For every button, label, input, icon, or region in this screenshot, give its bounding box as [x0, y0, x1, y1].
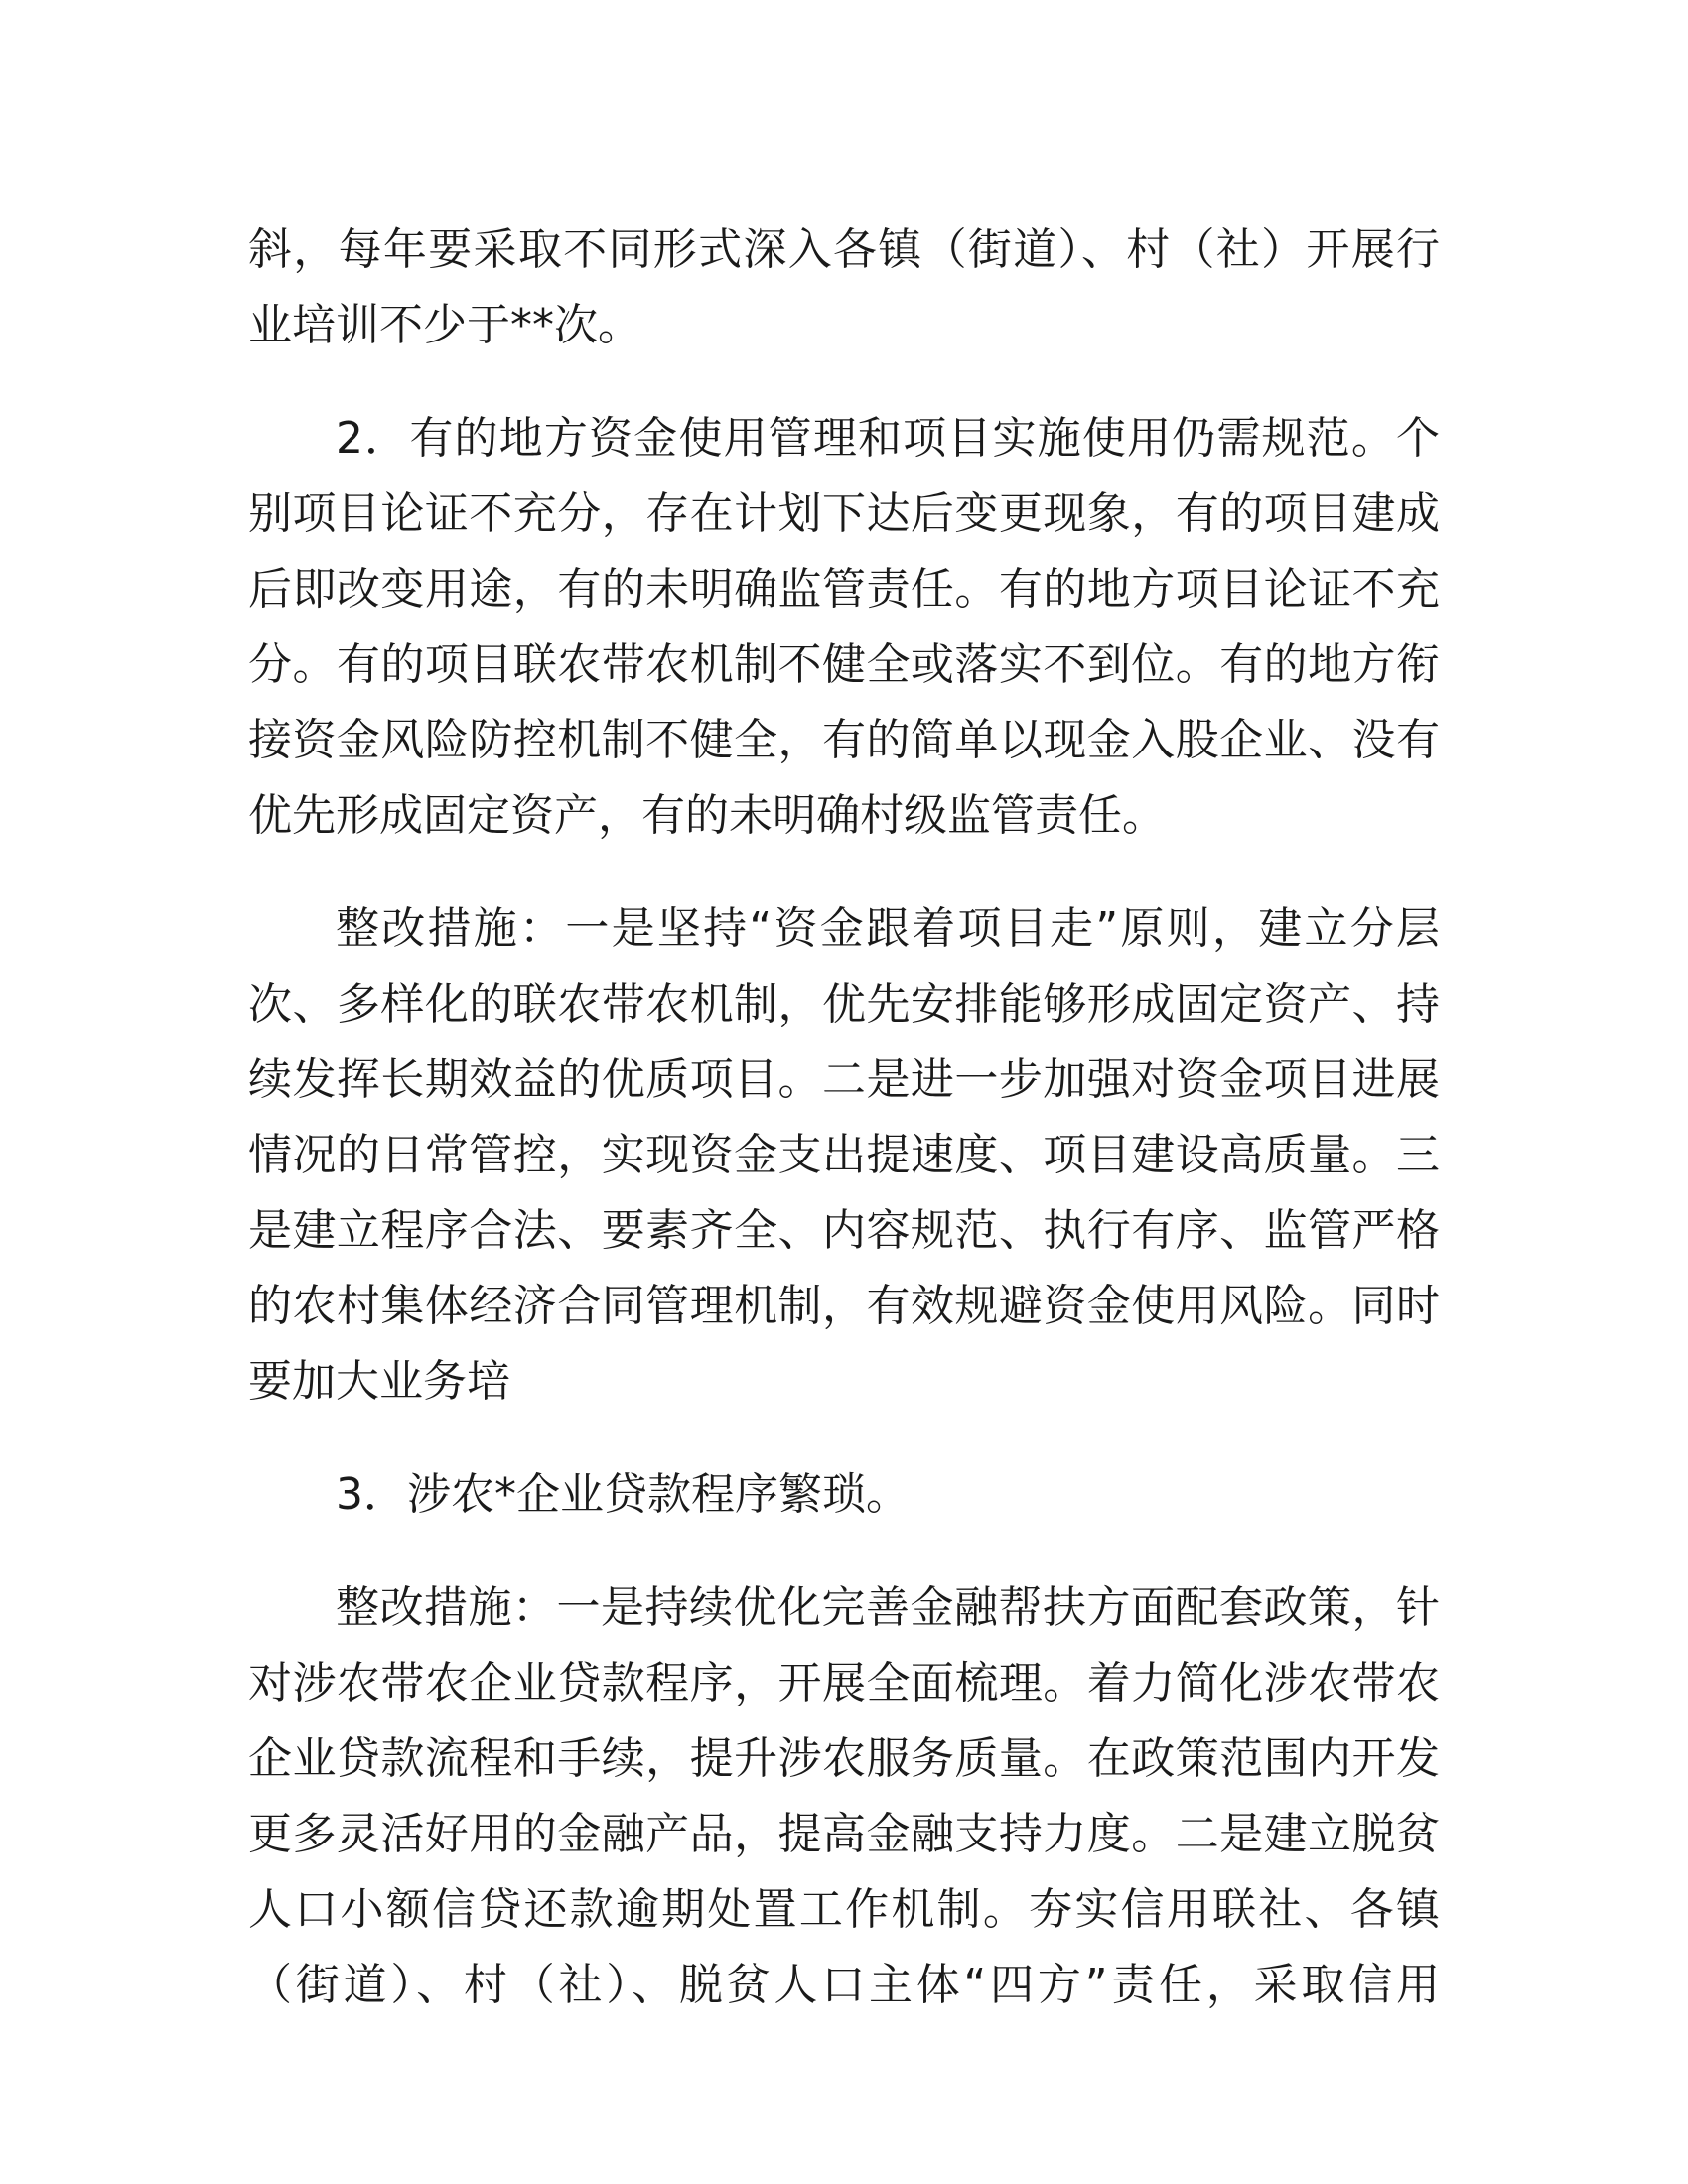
text-line: （街道）、村（社）、脱贫人口主体“四方”责任，采取信用	[248, 1960, 1440, 2010]
text-line: 业培训不少于**次。	[248, 300, 641, 350]
text-line: 2．有的地方资金使用管理和项目实施使用仍需规范。个	[336, 413, 1440, 464]
paragraph-p1	[248, 212, 1440, 363]
text-line: 企业贷款流程和手续，提升涉农服务质量。在政策范围内开发	[248, 1733, 1440, 1784]
text-line: 别项目论证不充分，存在计划下达后变更现象，有的项目建成	[248, 488, 1440, 539]
text-line: 整改措施：一是持续优化完善金融帮扶方面配套政策，针	[336, 1582, 1440, 1633]
text-line: 次、多样化的联农带农机制，优先安排能够形成固定资产、持	[248, 979, 1440, 1029]
document-body	[248, 212, 1440, 2061]
text-line: 要加大业务培	[248, 1356, 510, 1407]
text-line: 接资金风险防控机制不健全，有的简单以现金入股企业、没有	[248, 715, 1440, 765]
text-line: 是建立程序合法、要素齐全、内容规范、执行有序、监管严格	[248, 1205, 1440, 1256]
paragraph-p2	[248, 401, 1440, 854]
text-line: 后即改变用途，有的未明确监管责任。有的地方项目论证不充	[248, 564, 1440, 614]
text-line: 情况的日常管控，实现资金支出提速度、项目建设高质量。三	[248, 1130, 1440, 1180]
text-line: 3．涉农*企业贷款程序繁琐。	[336, 1469, 910, 1520]
text-line: 对涉农带农企业贷款程序，开展全面梳理。着力简化涉农带农	[248, 1658, 1440, 1708]
text-line: 斜，每年要采取不同形式深入各镇（街道）、村（社）开展行	[248, 224, 1440, 275]
text-line: 人口小额信贷还款逾期处置工作机制。夯实信用联社、各镇	[248, 1884, 1440, 1935]
text-line: 续发挥长期效益的优质项目。二是进一步加强对资金项目进展	[248, 1054, 1440, 1105]
text-line: 分。有的项目联农带农机制不健全或落实不到位。有的地方衔	[248, 639, 1440, 690]
text-line: 更多灵活好用的金融产品，提高金融支持力度。二是建立脱贫	[248, 1809, 1440, 1859]
text-line: 优先形成固定资产，有的未明确村级监管责任。	[248, 790, 1166, 841]
text-line: 的农村集体经济合同管理机制，有效规避资金使用风险。同时	[248, 1281, 1440, 1331]
paragraph-p4	[248, 1457, 1440, 1533]
paragraph-p5	[248, 1570, 1440, 2023]
text-line: 整改措施：一是坚持“资金跟着项目走”原则，建立分层	[336, 903, 1440, 954]
paragraph-p3	[248, 891, 1440, 1420]
